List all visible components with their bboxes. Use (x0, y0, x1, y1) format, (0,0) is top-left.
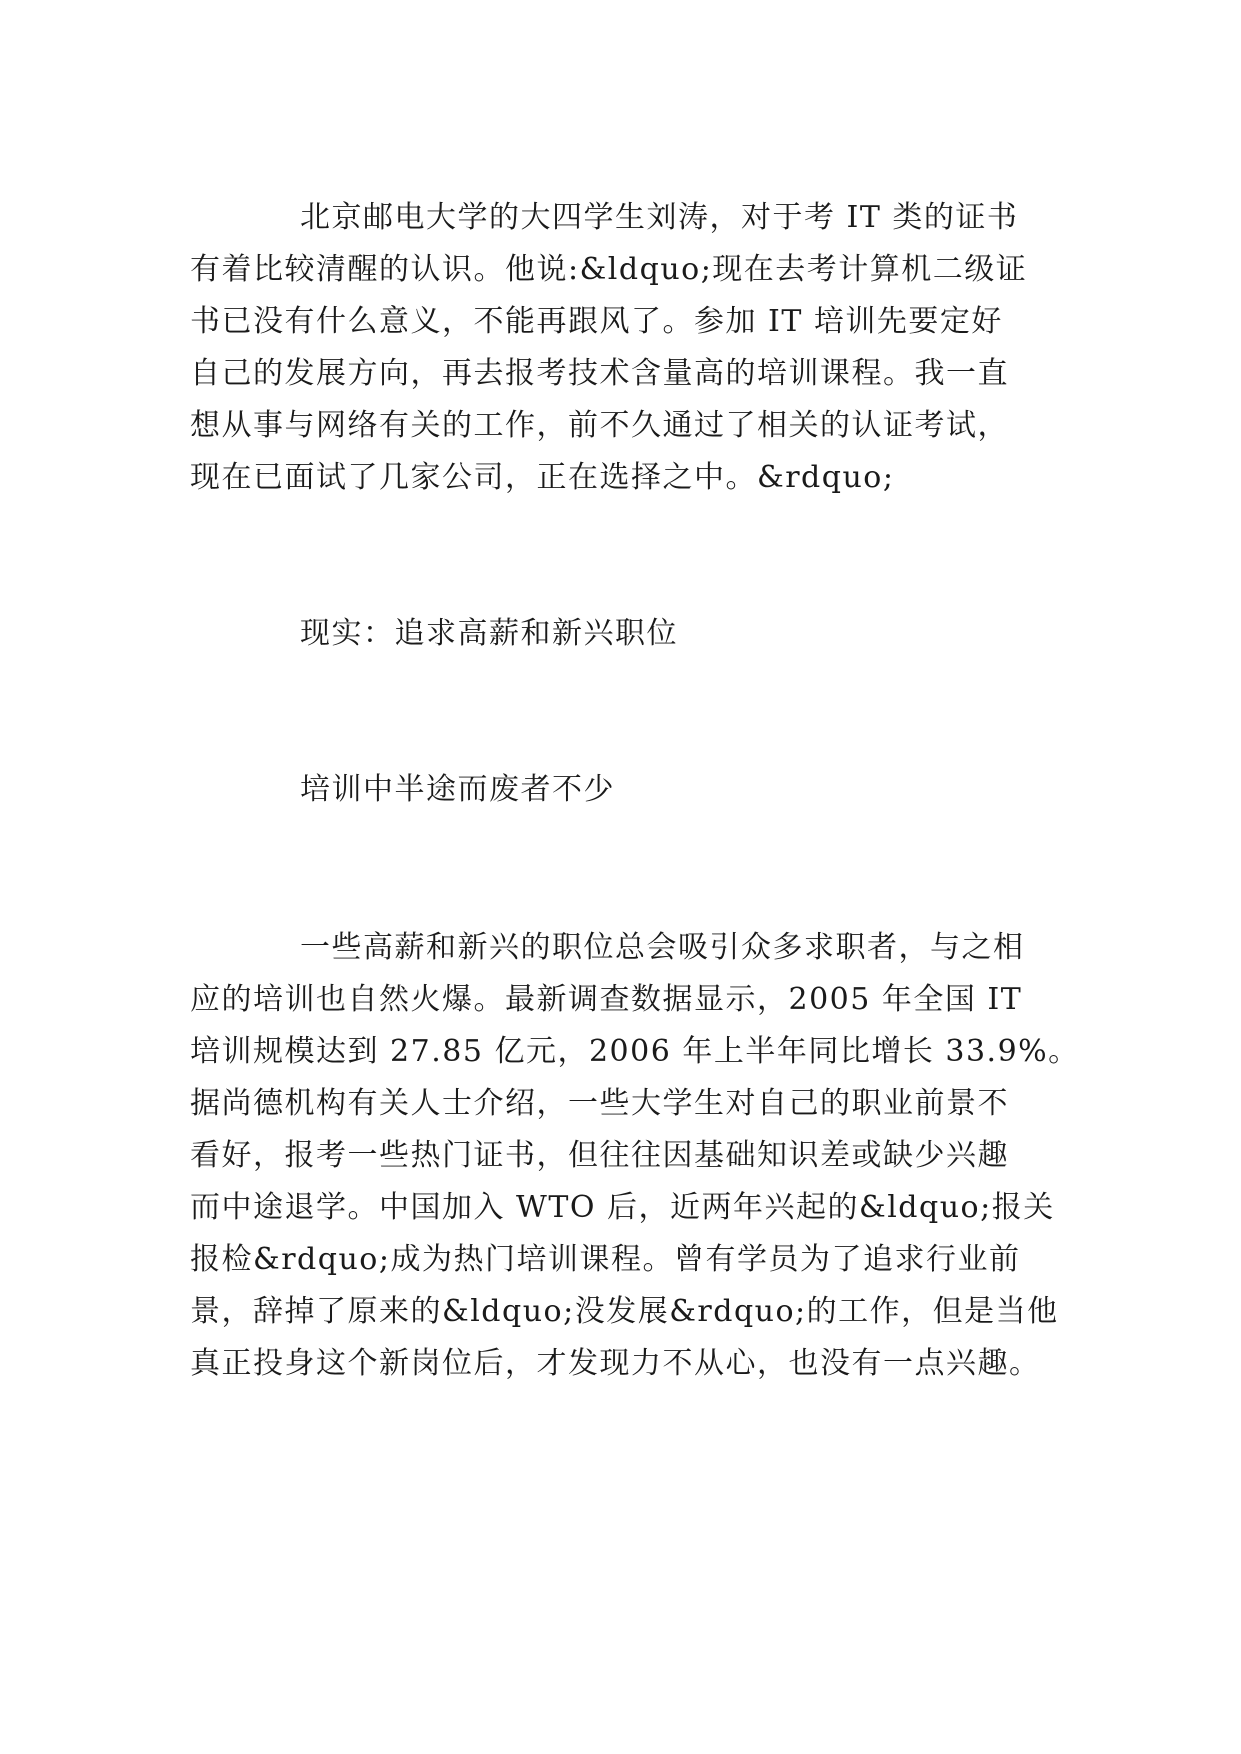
paragraph-line: 报检&rdquo;成为热门培训课程。曾有学员为了追求行业前 (190, 1242, 1021, 1277)
paragraph-line: 而中途退学。中国加入 WTO 后，近两年兴起的&ldquo;报关 (190, 1190, 1055, 1225)
paragraph-line: 培训规模达到 27.85 亿元，2006 年上半年同比增长 33.9%。 (190, 1034, 1080, 1069)
section-heading: 现实：追求高薪和新兴职位 (300, 616, 678, 651)
paragraph-line: 看好，报考一些热门证书，但往往因基础知识差或缺少兴趣 (190, 1138, 1009, 1173)
paragraph-line: 据尚德机构有关人士介绍，一些大学生对自己的职业前景不 (190, 1086, 1009, 1121)
paragraph-line: 景，辞掉了原来的&ldquo;没发展&rdquo;的工作，但是当他 (190, 1294, 1059, 1329)
paragraph-line: 真正投身这个新岗位后，才发现力不从心，也没有一点兴趣。 (190, 1346, 1041, 1381)
section-heading: 培训中半途而废者不少 (300, 772, 615, 807)
paragraph-line: 北京邮电大学的大四学生刘涛，对于考 IT 类的证书 (300, 200, 1019, 235)
paragraph-line: 书已没有什么意义，不能再跟风了。参加 IT 培训先要定好 (190, 304, 1003, 339)
paragraph-line: 有着比较清醒的认识。他说:&ldquo;现在去考计算机二级证 (190, 252, 1028, 287)
paragraph-line: 应的培训也自然火爆。最新调查数据显示，2005 年全国 IT (190, 982, 1023, 1017)
paragraph-line: 自己的发展方向，再去报考技术含量高的培训课程。我一直 (190, 356, 1009, 391)
paragraph-line: 现在已面试了几家公司，正在选择之中。&rdquo; (190, 460, 895, 495)
paragraph-line: 想从事与网络有关的工作，前不久通过了相关的认证考试， (190, 408, 1009, 443)
paragraph-line: 一些高薪和新兴的职位总会吸引众多求职者，与之相 (300, 930, 1025, 965)
